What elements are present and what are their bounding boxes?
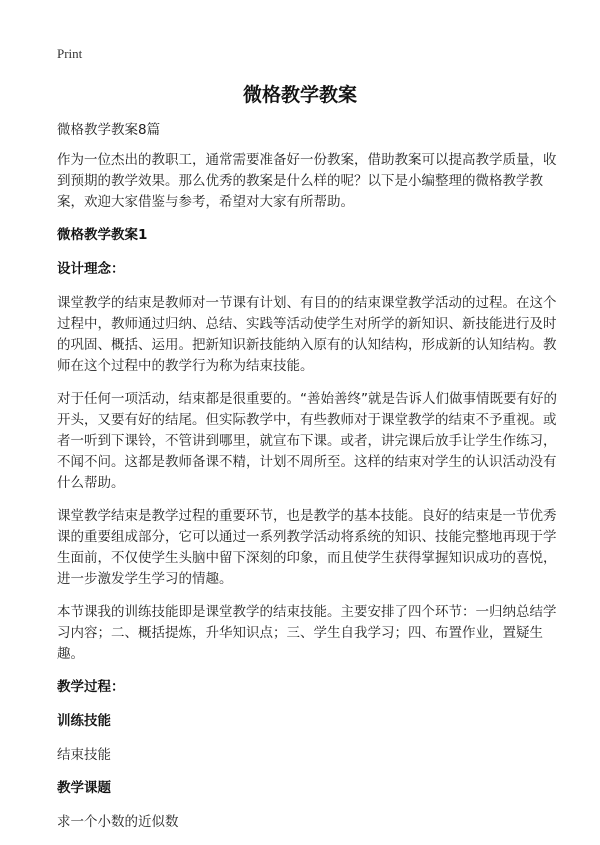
intro-paragraph: 作为一位杰出的教职工，通常需要准备好一份教案，借助教案可以提高教学质量，收到预期的教学效果。那么优秀的教案是什么样的呢？以下是小编整理的微格教学教案，欢迎大家借鉴与参考，希望对大家有所帮助。 bbox=[57, 152, 557, 210]
teaching-process-heading: 教学过程： bbox=[57, 679, 125, 695]
document-body bbox=[57, 120, 557, 845]
paragraph-1: 课堂教学的结束是教师对一节课有计划、有目的的结束课堂教学活动的过程。在这个过程中，教师通过归纳、总结、实践等活动使学生对所学的新知识、新技能进行及时的巩固、概括、运用。把新知识新技能纳入原有的认知结构，形成新的认知结构。教师在这个过程中的教学行为称为结束技能。 bbox=[57, 295, 557, 374]
print-link[interactable]: Print bbox=[57, 46, 83, 61]
training-skill-value: 结束技能 bbox=[57, 747, 111, 763]
document-subtitle: 微格教学教案8篇 bbox=[57, 122, 161, 138]
section-heading: 微格教学教案1 bbox=[57, 227, 148, 243]
paragraph-2: 对于任何一项活动，结束都是很重要的。“善始善终”就是告诉人们做事情既要有好的开头，又要有好的结尾。但实际教学中，有些教师对于课堂教学的结束不予重视。或者一听到下课铃，不管讲到哪里，就宣布下课。或者，讲完课后放手让学生作练习，不闻不问。这都是教师备课不精，计划不周所至。这样的结束对学生的认识活动没有什么帮助。 bbox=[57, 391, 557, 491]
lesson-topic-heading: 教学课题 bbox=[57, 780, 111, 796]
design-concept-heading: 设计理念： bbox=[57, 261, 125, 277]
lesson-topic-value: 求一个小数的近似数 bbox=[57, 814, 179, 830]
paragraph-4: 本节课我的训练技能即是课堂教学的结束技能。主要安排了四个环节：一归纳总结学习内容；二、概括提炼，升华知识点；三、学生自我学习；四、布置作业，置疑生趣。 bbox=[57, 604, 557, 662]
training-skill-heading: 训练技能 bbox=[57, 713, 111, 729]
page-title: 微格教学教案 bbox=[242, 84, 357, 106]
paragraph-3: 课堂教学结束是教学过程的重要环节，也是教学的基本技能。良好的结束是一节优秀课的重要组成部分，它可以通过一系列教学活动将系统的知识、技能完整地再现于学生面前，不仅使学生头脑中留下深刻的印象，而且使学生获得掌握知识成功的喜悦，进一步激发学生学习的情趣。 bbox=[57, 508, 557, 587]
